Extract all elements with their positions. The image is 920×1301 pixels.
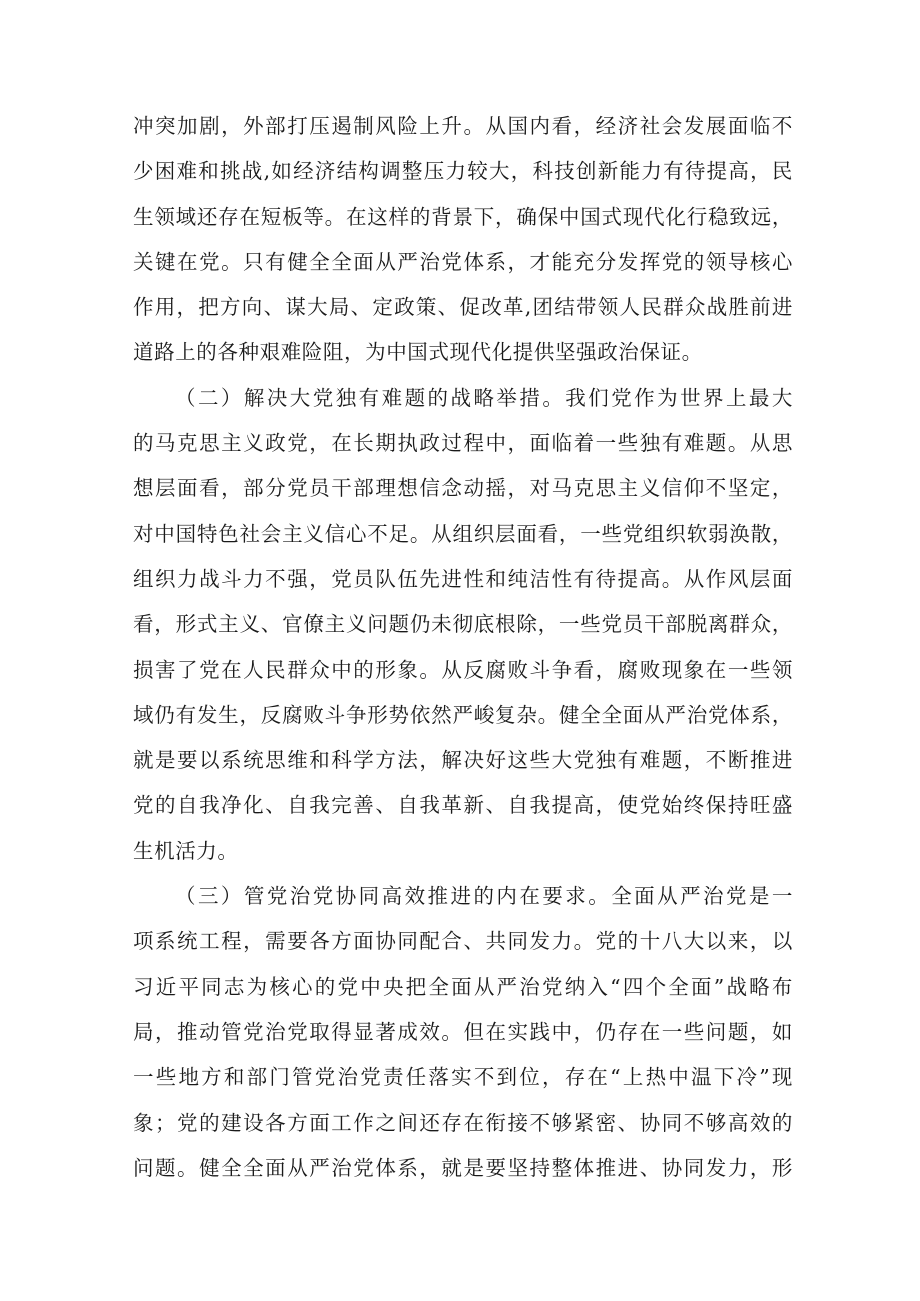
text-line: 冲突加剧，外部打压遏制风险上升。从国内看，经济社会发展面临不	[133, 114, 793, 138]
paragraph-heading-line: （三）管党治党协同高效推进的内在要求。全面从严治党是一	[175, 884, 793, 909]
text-line: 看，形式主义、官僚主义问题仍未彻底根除，一些党员干部脱离群众，	[133, 612, 793, 637]
text-line-last: 道路上的各种艰难险阻，为中国式现代化提供坚强政治保证。	[133, 340, 703, 365]
text-line: 一些地方和部门管党治党责任落实不到位，存在“上热中温下冷”现	[133, 1065, 793, 1090]
paragraph-continuation	[133, 104, 793, 376]
text-line-last: 生机活力。	[133, 838, 239, 863]
text-line: 域仍有发生，反腐败斗争形势依然严峻复杂。健全全面从严治党体系，	[133, 702, 793, 727]
text-line: 习近平同志为核心的党中央把全面从严治党纳入“四个全面”战略布	[133, 974, 793, 999]
text-line: 对中国特色社会主义信心不足。从组织层面看，一些党组织软弱涣散，	[133, 521, 793, 546]
text-line: 的马克思主义政党，在长期执政过程中，面临着一些独有难题。从思	[133, 431, 793, 456]
paragraph-heading-line: （二）解决大党独有难题的战略举措。我们党作为世界上最大	[175, 385, 793, 410]
text-line: 少困难和挑战,如经济结构调整压力较大，科技创新能力有待提高，民	[133, 159, 793, 184]
text-line: 损害了党在人民群众中的形象。从反腐败斗争看，腐败现象在一些领	[133, 657, 793, 682]
text-line: 作用，把方向、谋大局、定政策、促改革,团结带领人民群众战胜前进	[133, 295, 793, 320]
document-body	[133, 104, 793, 1191]
text-line: 象；党的建设各方面工作之间还存在衔接不够紧密、协同不够高效的	[133, 1110, 793, 1135]
text-line: 组织力战斗力不强，党员队伍先进性和纯洁性有待提高。从作风层面	[133, 566, 793, 591]
paragraph-two	[133, 376, 793, 874]
paragraph-three	[133, 874, 793, 1191]
text-line: 项系统工程，需要各方面协同配合、共同发力。党的十八大以来，以	[133, 929, 793, 954]
text-line: 想层面看，部分党员干部理想信念动摇，对马克思主义信仰不坚定，	[133, 476, 793, 501]
text-line: 生领域还存在短板等。在这样的背景下，确保中国式现代化行稳致远，	[133, 204, 793, 229]
text-line: 问题。健全全面从严治党体系，就是要坚持整体推进、协同发力，形	[133, 1155, 793, 1180]
text-line: 局，推动管党治党取得显著成效。但在实践中，仍存在一些问题，如	[133, 1019, 793, 1044]
text-line: 关键在党。只有健全全面从严治党体系，才能充分发挥党的领导核心	[133, 249, 793, 274]
text-line: 就是要以系统思维和科学方法，解决好这些大党独有难题，不断推进	[133, 748, 793, 773]
text-line: 党的自我净化、自我完善、自我革新、自我提高，使党始终保持旺盛	[133, 793, 793, 818]
